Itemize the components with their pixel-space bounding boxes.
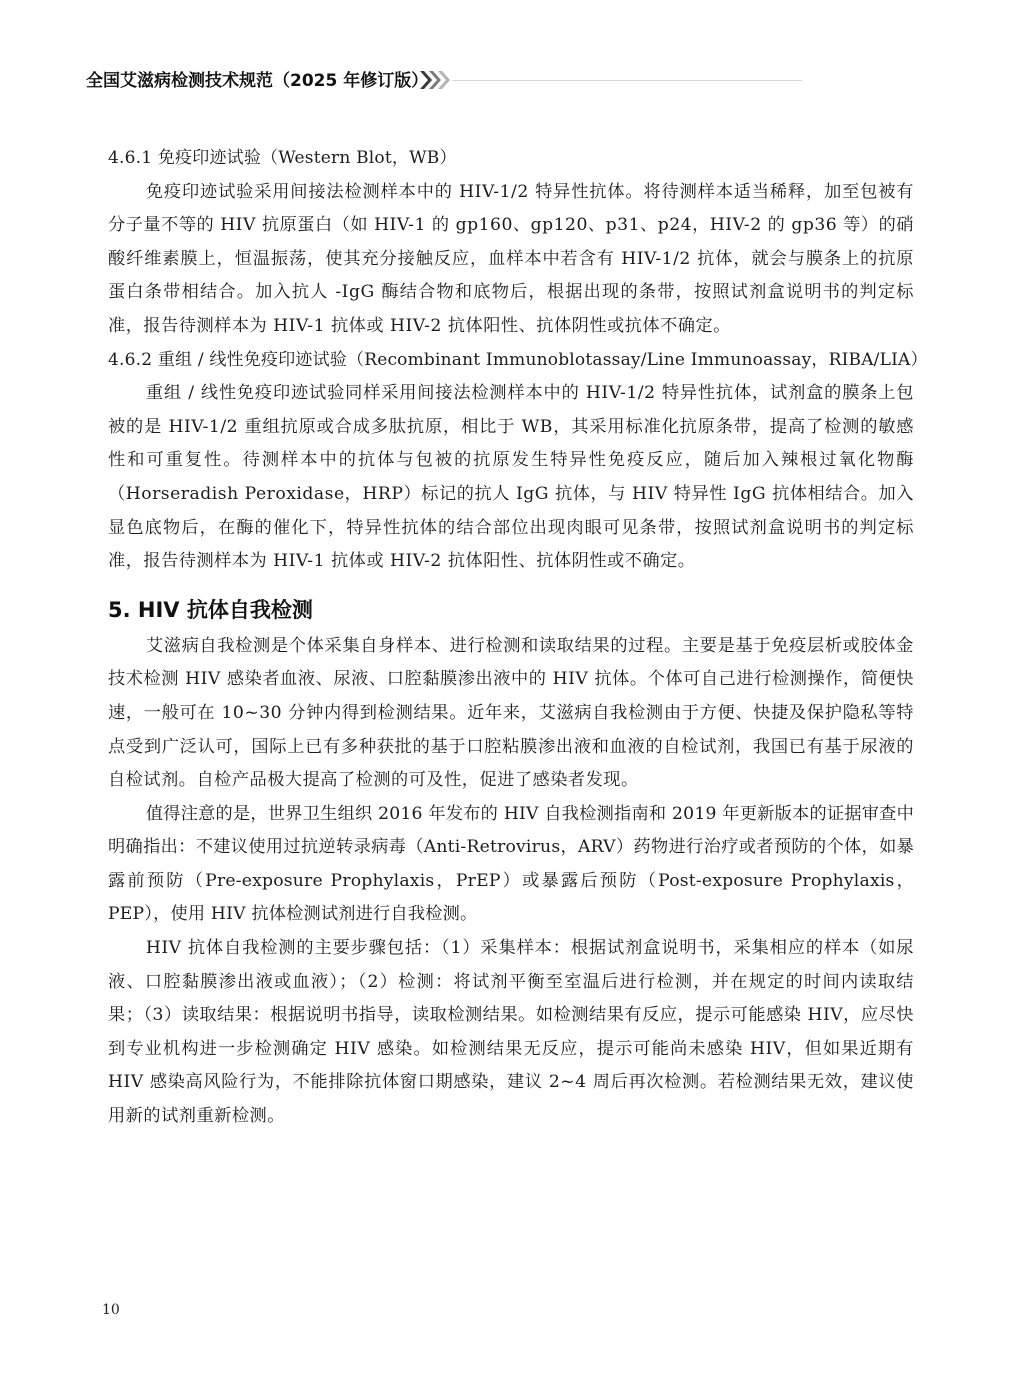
- chevron-arrows-icon: [418, 68, 450, 92]
- paragraph-western-blot: 免疫印迹试验采用间接法检测样本中的 HIV-1/2 特异性抗体。将待测样本适当稀释，加至包被有分子量不等的 HIV 抗原蛋白（如 HIV-1 的 gp160、gp120、p31、p24，HIV-2 的 gp36 等）的硝酸纤维素膜上，恒温振荡，使其充分接触反应，血样本中若含有 HIV-1/2 抗体，就会与膜条上的抗原蛋白条带相结合。加入抗人 -IgG 酶结合物和底物后，根据出现的条带，按照试剂盒说明书的判定标准，报告待测样本为 HIV-1 抗体或 HIV-2 抗体阳性、抗体阴性或抗体不确定。: [108, 181, 914, 336]
- paragraph-riba-lia: 重组 / 线性免疫印迹试验同样采用间接法检测样本中的 HIV-1/2 特异性抗体，试剂盒的膜条上包被的是 HIV-1/2 重组抗原或合成多肽抗原，相比于 WB，其采用标准化抗原条带，提高了检测的敏感性和可重复性。待测样本中的抗体与包被的抗原发生特异性免疫反应，随后加入辣根过氧化物酶（Horseradish Peroxidase，HRP）标记的抗人 IgG 抗体，与 HIV 特异性 IgG 抗体相结合。加入显色底物后，在酶的催化下，特异性抗体的结合部位出现肉眼可见条带，按照试剂盒说明书的判定标准，报告待测样本为 HIV-1 抗体或 HIV-2 抗体阳性、抗体阴性或不确定。: [108, 383, 914, 572]
- running-header-title: 全国艾滋病检测技术规范（2025 年修订版）: [86, 71, 429, 91]
- paragraph-who-guidance: 值得注意的是，世界卫生组织 2016 年发布的 HIV 自我检测指南和 2019 年更新版本的证据审查中明确指出：不建议使用过抗逆转录病毒（Anti-Retrovirus，ARV）药物进行治疗或者预防的个体，如暴露前预防（Pre-exposure Prophylaxis，PrEP）或暴露后预防（Post-exposure Prophylaxis，PEP），使用 HIV 抗体检测试剂进行自我检测。: [108, 803, 914, 925]
- paragraph-self-testing-intro: 艾滋病自我检测是个体采集自身样本、进行检测和读取结果的过程。主要是基于免疫层析或胶体金技术检测 HIV 感染者血液、尿液、口腔黏膜渗出液中的 HIV 抗体。个体可自己进行检测操作，简便快速，一般可在 10~30 分钟内得到检测结果。近年来，艾滋病自我检测由于方便、快捷及保护隐私等特点受到广泛认可，国际上已有多种获批的基于口腔粘膜渗出液和血液的自检试剂，我国已有基于尿液的自检试剂。自检产品极大提高了检测的可及性，促进了感染者发现。: [108, 635, 914, 791]
- header-divider: [452, 80, 802, 81]
- subsection-heading-4-6-2: 4.6.2 重组 / 线性免疫印迹试验（Recombinant Immunoblotassay/Line Immunoassay，RIBA/LIA）: [108, 349, 928, 370]
- paragraph-self-testing-steps: HIV 抗体自我检测的主要步骤包括：（1）采集样本：根据试剂盒说明书，采集相应的样本（如尿液、口腔黏膜渗出液或血液）；（2）检测：将试剂平衡至室温后进行检测，并在规定的时间内读取结果；（3）读取结果：根据说明书指导，读取检测结果。如检测结果有反应，提示可能感染 HIV，应尽快到专业机构进一步检测确定 HIV 感染。如检测结果无反应，提示可能尚未感染 HIV，但如果近期有 HIV 感染高风险行为，不能排除抗体窗口期感染，建议 2~4 周后再次检测。若检测结果无效，建议使用新的试剂重新检测。: [108, 938, 914, 1127]
- document-body: [108, 142, 928, 1134]
- section-heading-5: 5. HIV 抗体自我检测: [108, 597, 313, 622]
- page-number: 10: [102, 1302, 120, 1318]
- subsection-heading-4-6-1: 4.6.1 免疫印迹试验（Western Blot，WB）: [108, 148, 457, 168]
